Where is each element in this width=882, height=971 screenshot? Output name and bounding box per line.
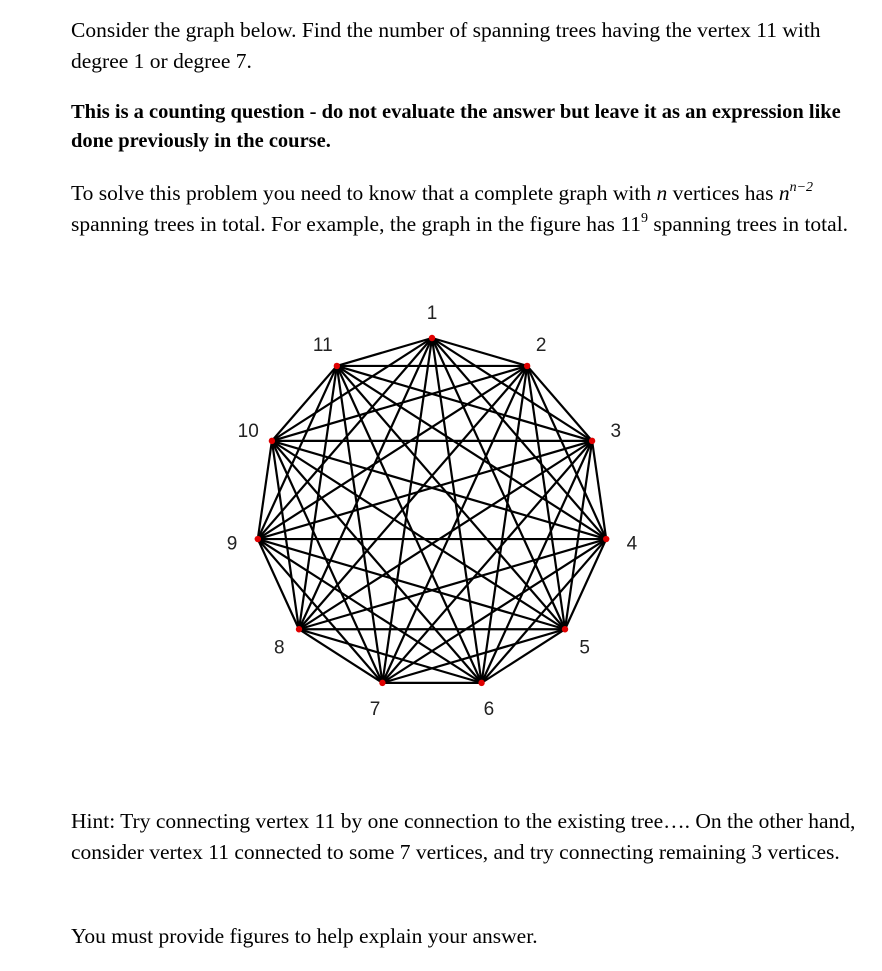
question-text: Consider the graph below. Find the number of spanning trees having the vertex 11 with degree 1 or degree 7. — [71, 18, 821, 73]
vertex-label-8: 8 — [274, 637, 285, 659]
vertex-label-5: 5 — [579, 637, 590, 659]
counting-note: This is a counting question - do not evaluate the answer but leave it as an expression like done previously in the course. — [71, 101, 841, 152]
hint-text: Hint: Try connecting vertex 11 by one connection to the existing tree…. On the other hand, consider vertex 11 connected to some 7 vertices, and try connecting remaining 3 vertices. — [71, 809, 856, 864]
vertex-10 — [269, 438, 275, 444]
graph-edges — [258, 338, 606, 683]
requirement-text: You must provide figures to help explain your answer. — [71, 924, 538, 948]
vertex-label-2: 2 — [535, 335, 547, 357]
vertex-label-9: 9 — [226, 533, 238, 555]
edge-4-8 — [299, 539, 606, 629]
edge-2-8 — [299, 366, 527, 629]
vertex-1 — [429, 335, 435, 341]
vertex-8 — [296, 626, 302, 632]
vertex-6 — [478, 680, 484, 686]
vertex-label-3: 3 — [610, 421, 622, 443]
vertex-4 — [603, 536, 609, 542]
vertex-label-10: 10 — [237, 421, 259, 443]
vertex-label-1: 1 — [426, 303, 438, 324]
vertex-3 — [589, 438, 595, 444]
vertex-label-4: 4 — [626, 533, 638, 555]
edge-1-11 — [337, 338, 432, 366]
edge-4-10 — [272, 441, 606, 539]
vertex-5 — [562, 626, 568, 632]
vertex-2 — [524, 363, 530, 369]
vertex-11 — [334, 363, 340, 369]
vertex-label-11: 11 — [312, 335, 333, 357]
edge-5-9 — [258, 539, 565, 629]
vertex-label-7: 7 — [369, 698, 381, 720]
graph-vertices — [255, 335, 610, 686]
spanning-tree-background: To solve this problem you need to know that a complete graph with n vertices has $n^{n-2}$ spanning trees in total. For example, the graph in the figure has $11^9$ spanning trees in total. — [71, 180, 849, 236]
vertex-9 — [255, 536, 261, 542]
vertex-7 — [379, 680, 385, 686]
vertex-label-6: 6 — [483, 698, 495, 720]
edge-5-11 — [337, 366, 565, 629]
edge-3-9 — [258, 441, 592, 539]
edge-1-2 — [432, 338, 527, 366]
